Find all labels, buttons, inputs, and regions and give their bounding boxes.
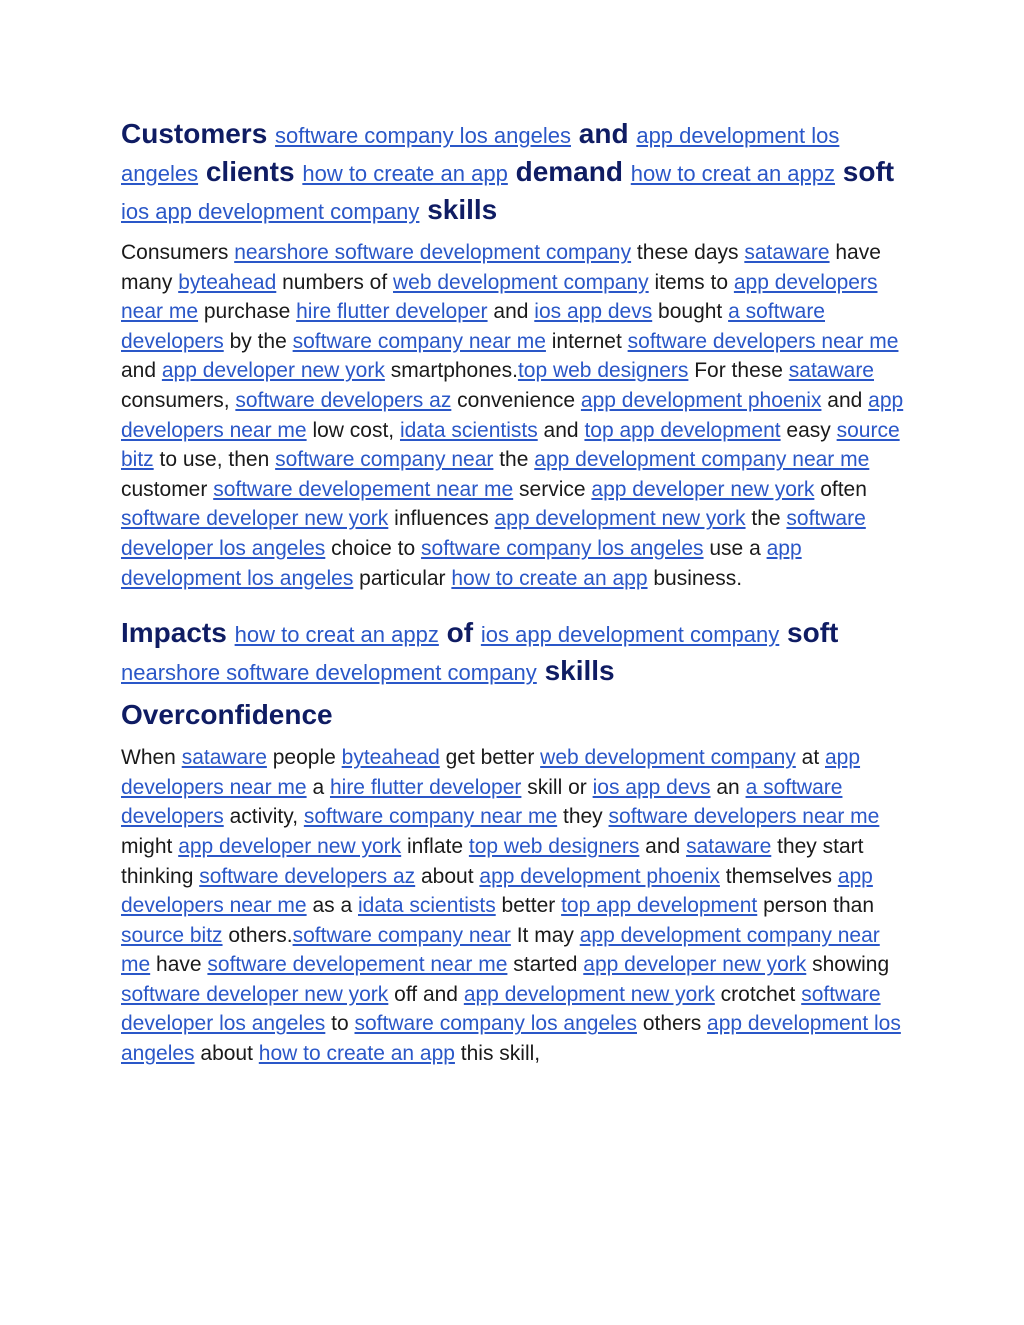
text-run: It may	[510, 923, 580, 947]
inline-link[interactable]: hire flutter developer	[329, 775, 522, 799]
text-run: others	[637, 1012, 708, 1036]
inline-link[interactable]: source bitz	[121, 418, 900, 472]
text-run: of	[438, 617, 481, 649]
inline-link[interactable]: app development new york	[463, 982, 715, 1006]
inline-link[interactable]: app developers near me	[121, 388, 904, 442]
text-run: this skill,	[454, 1042, 541, 1066]
inline-link[interactable]: how to creat an appz	[630, 161, 835, 186]
inline-link[interactable]: software company near me	[303, 805, 558, 829]
inline-link[interactable]: software developer los angeles	[121, 982, 881, 1036]
text-run: demand	[507, 156, 631, 187]
text-run: soft	[779, 617, 839, 649]
inline-link[interactable]: web development company	[540, 746, 796, 770]
text-run: Overconfidence	[121, 699, 333, 731]
text-run: about	[415, 864, 480, 888]
inline-link[interactable]: how to creat an appz	[234, 622, 439, 648]
text-run: For these	[688, 359, 789, 383]
inline-link[interactable]: app development los angeles	[121, 1012, 901, 1066]
text-run: they	[557, 805, 609, 829]
inline-link[interactable]: app development company near me	[121, 923, 880, 977]
text-run: Customers	[121, 118, 276, 149]
text-run: have	[150, 953, 208, 977]
inline-link[interactable]: software company near	[292, 923, 511, 947]
text-run: influences	[388, 507, 495, 531]
inline-link[interactable]: web development company	[393, 270, 649, 294]
text-run: they start thinking	[121, 834, 864, 888]
text-run: particular	[353, 566, 452, 590]
text-run: person than	[757, 894, 875, 918]
inline-link[interactable]: source bitz	[121, 923, 223, 947]
text-run: better	[495, 894, 562, 918]
text-run: and	[487, 300, 535, 324]
text-run: by the	[223, 329, 293, 353]
inline-link[interactable]: software developement near me	[207, 953, 508, 977]
text-run: skills	[536, 655, 615, 687]
text-run: the	[745, 507, 787, 531]
text-run: activity,	[223, 805, 304, 829]
text-run: at	[795, 746, 825, 770]
text-run: easy	[780, 418, 837, 442]
inline-link[interactable]: app development los angeles	[121, 123, 840, 186]
section-heading-customers	[121, 116, 911, 230]
inline-link[interactable]: app developer new york	[583, 953, 807, 977]
text-run: started	[507, 953, 584, 977]
inline-link[interactable]: app development new york	[494, 507, 746, 531]
text-run: clients	[198, 156, 303, 187]
text-run: others.	[222, 923, 293, 947]
text-run: inflate	[401, 834, 469, 858]
inline-link[interactable]: software developers az	[199, 864, 416, 888]
text-run: to use, then	[153, 448, 276, 472]
text-run: and	[537, 418, 585, 442]
text-run: service	[513, 477, 592, 501]
text-run: to	[325, 1012, 355, 1036]
text-run: items to	[648, 270, 734, 294]
inline-link[interactable]: app developers near me	[121, 864, 873, 918]
text-run: choice to	[325, 536, 422, 560]
inline-link[interactable]: app development los angeles	[121, 536, 802, 590]
text-run: off and	[388, 982, 464, 1006]
inline-link[interactable]: ios app devs	[592, 775, 711, 799]
inline-link[interactable]: software developer los angeles	[121, 507, 866, 560]
inline-link[interactable]: software developer new york	[121, 507, 389, 531]
inline-link[interactable]: software company near me	[292, 329, 546, 353]
text-run: purchase	[198, 300, 297, 324]
inline-link[interactable]: app developer new york	[161, 359, 385, 383]
text-run: consumers,	[121, 388, 236, 412]
inline-link[interactable]: idata scientists	[399, 418, 538, 442]
inline-link[interactable]: software company los angeles	[421, 536, 704, 560]
inline-link[interactable]: how to create an app	[258, 1042, 455, 1066]
inline-link[interactable]: hire flutter developer	[296, 300, 488, 324]
inline-link[interactable]: app developers near me	[121, 746, 861, 799]
text-run: use a	[703, 536, 767, 560]
text-run: people	[266, 746, 342, 770]
inline-link[interactable]: software developers az	[235, 388, 452, 412]
text-run: these days	[631, 241, 745, 264]
text-run: skills	[419, 194, 498, 225]
inline-link[interactable]: sataware	[788, 359, 874, 383]
inline-link[interactable]: top web designers	[468, 834, 640, 858]
text-run: have many	[121, 241, 881, 294]
inline-link[interactable]: byteahead	[341, 746, 440, 770]
inline-link[interactable]: a software developers	[121, 775, 843, 829]
section-heading-impacts	[121, 615, 911, 691]
text-run: internet	[545, 329, 628, 353]
inline-link[interactable]: sataware	[181, 746, 267, 770]
inline-link[interactable]: app development phoenix	[479, 864, 720, 888]
text-run: and	[821, 388, 869, 412]
inline-link[interactable]: app developers near me	[121, 270, 878, 324]
text-run: might	[121, 834, 179, 858]
text-run: When	[121, 746, 182, 770]
text-run: Consumers	[121, 241, 235, 264]
text-run: smartphones.	[384, 359, 518, 383]
inline-link[interactable]: software company los angeles	[354, 1012, 637, 1036]
inline-link[interactable]: ios app development company	[480, 622, 780, 648]
text-run: Impacts	[121, 617, 235, 649]
text-run: and	[639, 834, 687, 858]
paragraph-consumers	[121, 238, 911, 593]
text-run: about	[194, 1042, 259, 1066]
inline-link[interactable]: app development company near me	[534, 448, 870, 472]
inline-link[interactable]: software company near	[275, 448, 494, 472]
text-run: themselves	[719, 864, 838, 888]
inline-link[interactable]: nearshore software development company	[234, 241, 632, 264]
inline-link[interactable]: top web designers	[517, 359, 689, 383]
text-run: as a	[306, 894, 358, 918]
text-run: the	[493, 448, 535, 472]
text-run: business.	[647, 566, 743, 590]
inline-link[interactable]: software company los angeles	[275, 123, 571, 148]
paragraph-overconfidence	[121, 743, 911, 1069]
inline-link[interactable]: software developers near me	[627, 329, 899, 353]
text-run: low cost,	[306, 418, 400, 442]
text-run: get better	[439, 746, 541, 770]
inline-link[interactable]: sataware	[744, 241, 830, 264]
inline-link[interactable]: how to create an app	[451, 566, 648, 590]
text-run: convenience	[451, 388, 581, 412]
text-run: often	[814, 477, 867, 501]
inline-link[interactable]: software developement near me	[213, 477, 514, 501]
text-run: numbers of	[276, 270, 394, 294]
inline-link[interactable]: top app development	[584, 418, 781, 442]
inline-link[interactable]: app developer new york	[591, 477, 815, 501]
document-page	[121, 116, 911, 1069]
text-run: a	[306, 775, 330, 799]
inline-link[interactable]: idata scientists	[357, 894, 496, 918]
inline-link[interactable]: ios app devs	[534, 300, 653, 324]
text-run: customer	[121, 477, 214, 501]
inline-link[interactable]: software developers near me	[608, 805, 880, 829]
inline-link[interactable]: ios app development company	[121, 199, 420, 224]
inline-link[interactable]: byteahead	[178, 270, 277, 294]
text-run: soft	[835, 156, 895, 187]
inline-link[interactable]: nearshore software development company	[121, 660, 537, 686]
inline-link[interactable]: software developer new york	[121, 982, 389, 1006]
subheading-overconfidence	[121, 697, 911, 733]
inline-link[interactable]: sataware	[686, 834, 772, 858]
text-run: showing	[806, 953, 890, 977]
inline-link[interactable]: app development phoenix	[580, 388, 822, 412]
text-run: an	[710, 775, 746, 799]
inline-link[interactable]: a software developers	[121, 300, 825, 353]
text-run: skill or	[521, 775, 593, 799]
text-run: and	[121, 359, 162, 383]
inline-link[interactable]: how to create an app	[302, 161, 508, 186]
inline-link[interactable]: app developer new york	[178, 834, 402, 858]
text-run: and	[570, 118, 637, 149]
inline-link[interactable]: top app development	[561, 894, 758, 918]
text-run: crotchet	[714, 982, 802, 1006]
text-run: bought	[652, 300, 729, 324]
